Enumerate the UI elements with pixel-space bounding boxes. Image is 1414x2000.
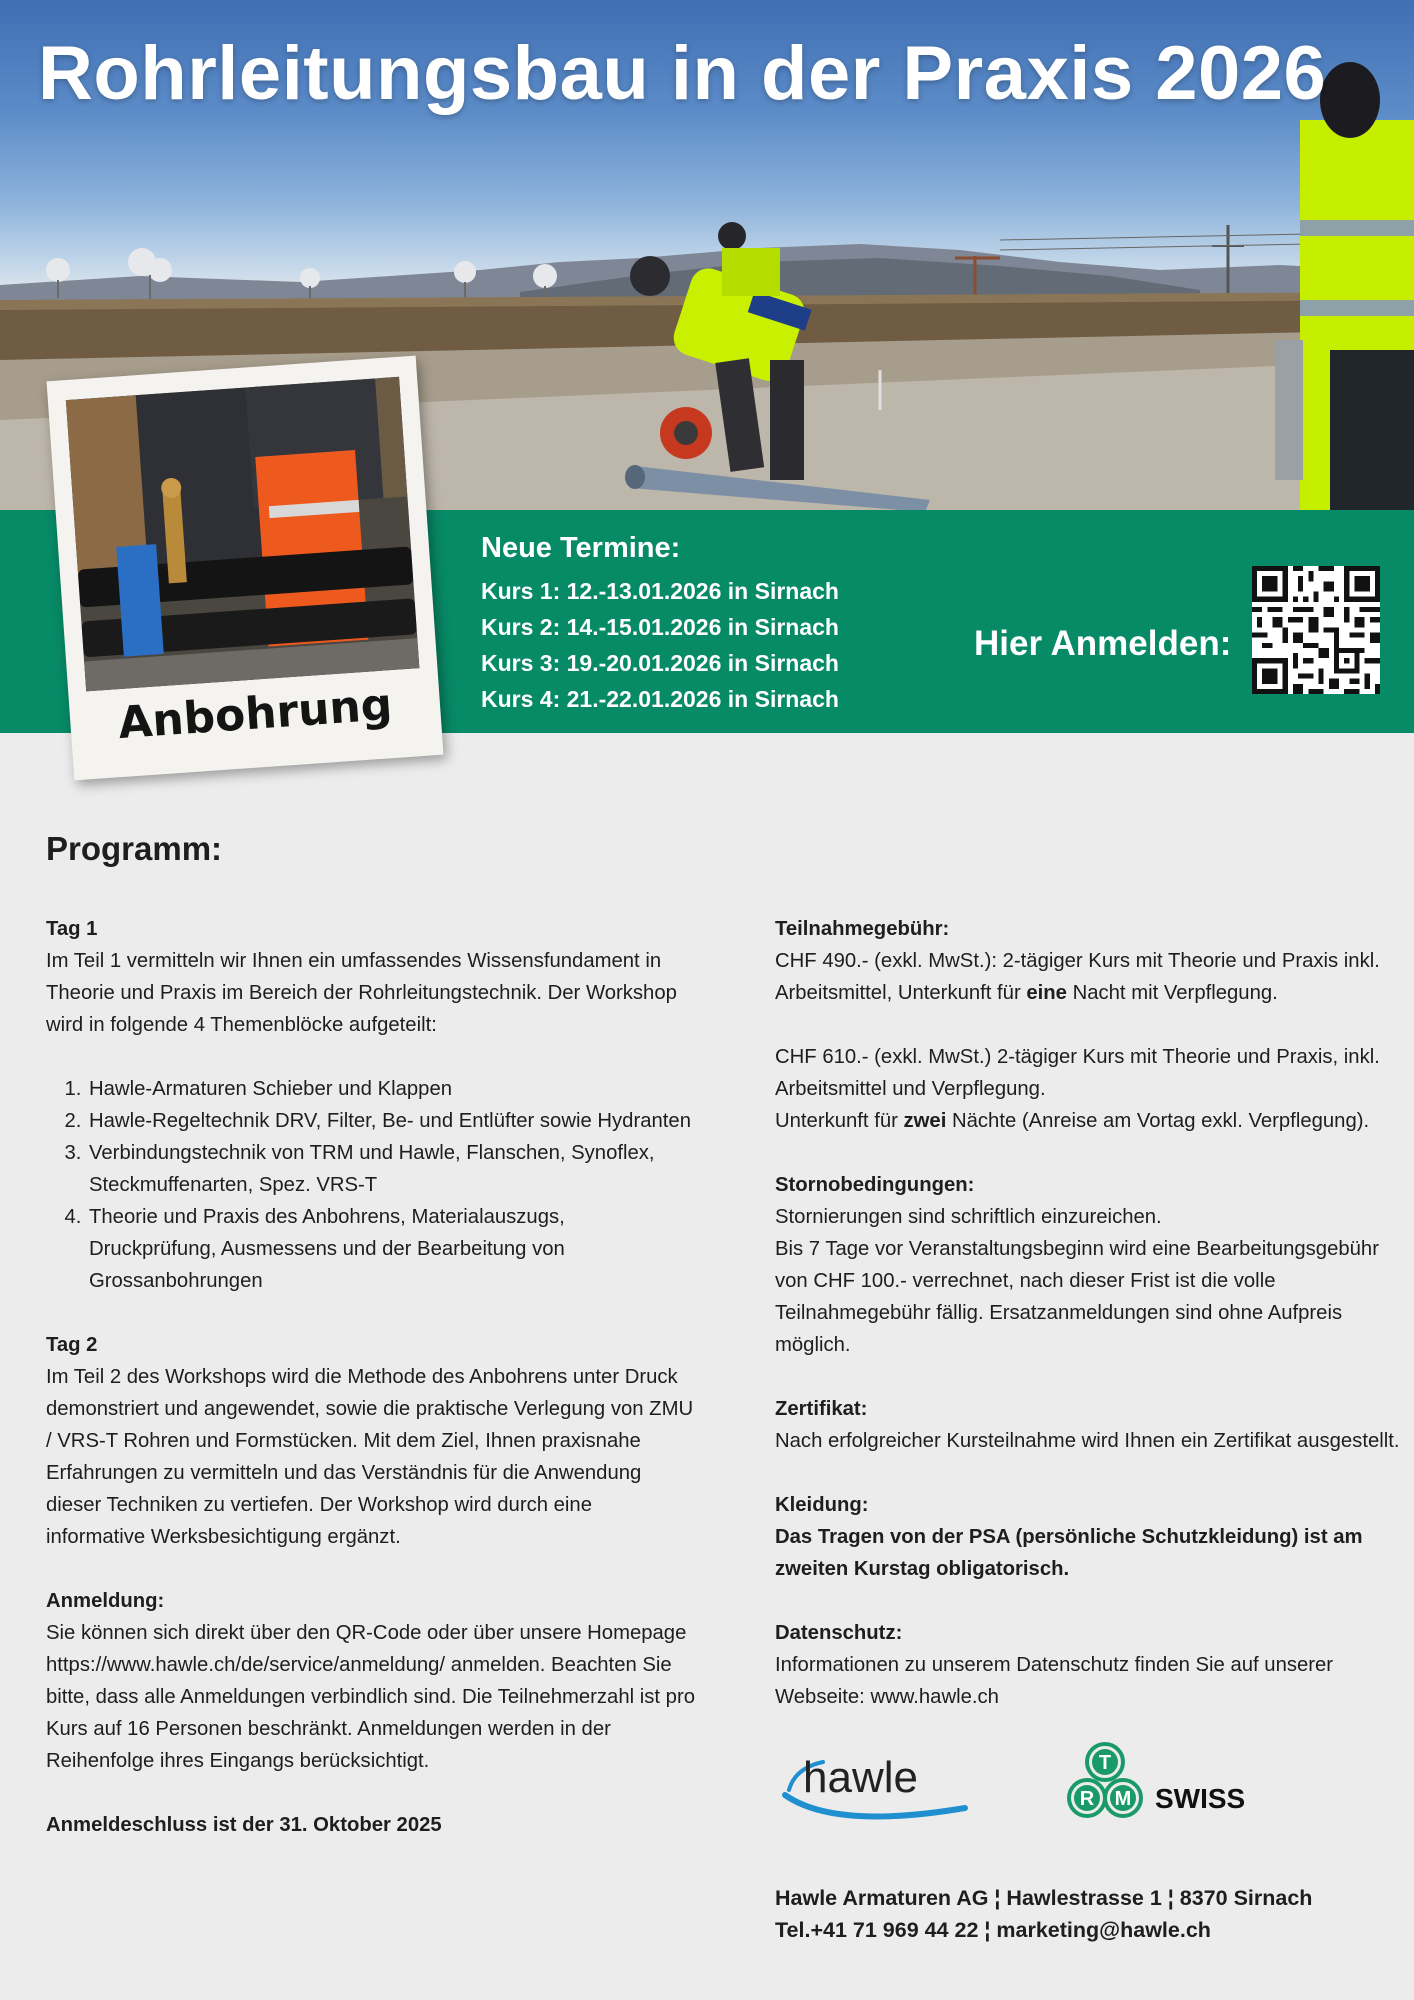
- registration-qr-code[interactable]: [1252, 566, 1380, 694]
- privacy-text: Informationen zu unserem Datenschutz finden Sie auf unserer Webseite: www.hawle.ch: [775, 1654, 1334, 1708]
- day2-heading: Tag 2: [46, 1334, 98, 1356]
- fees-heading: Teilnahmegebühr:: [775, 918, 950, 940]
- list-item: 2. Hawle-Regeltechnik DRV, Filter, Be- und Entlüfter sowie Hydranten: [87, 1105, 696, 1137]
- cancellation-line-1: Stornierungen sind schriftlich einzureichen.: [775, 1206, 1162, 1228]
- company-contact[interactable]: Tel.+41 71 969 44 22 ¦ marketing@hawle.ch: [775, 1918, 1211, 1942]
- info-right-column: [775, 913, 1414, 1713]
- trm-swiss-logo: [1069, 1744, 1245, 1816]
- page-title: Rohrleitungsbau in der Praxis 2026: [38, 31, 1327, 116]
- dates-heading: Neue Termine:: [481, 532, 681, 564]
- certificate-heading: Zertifikat:: [775, 1398, 868, 1420]
- svg-text:M: M: [1114, 1788, 1132, 1810]
- program-left-column: [46, 913, 696, 1841]
- partner-logos: [775, 1740, 1295, 1830]
- course-date: Kurs 2: 14.-15.01.2026 in Sirnach: [481, 614, 839, 640]
- certificate-text: Nach erfolgreicher Kursteilnahme wird Ihnen ein Zertifikat ausgestellt.: [775, 1430, 1400, 1452]
- fee-option-2: CHF 610.- (exkl. MwSt.) 2-tägiger Kurs mit Theorie und Praxis, inkl. Arbeitsmittel und Verpflegung.: [775, 1046, 1380, 1100]
- clothing-text: Das Tragen von der PSA (persönliche Schutzkleidung) ist am zweiten Kurstag obligatorisch.: [775, 1526, 1363, 1580]
- contact-footer: [775, 1882, 1312, 1946]
- fee-option-2-accommodation: Unterkunft für zwei Nächte (Anreise am Vortag exkl. Verpflegung).: [775, 1110, 1370, 1132]
- svg-text:R: R: [1079, 1788, 1095, 1810]
- day1-intro: Im Teil 1 vermitteln wir Ihnen ein umfassendes Wissensfundament in Theorie und Praxis im Bereich der Rohrleitungstechnik. Der Workshop wird in folgende 4 Themenblöcke aufgeteilt:: [46, 950, 677, 1036]
- polaroid-caption: Anbohrung: [116, 679, 394, 750]
- list-item: 1. Hawle-Armaturen Schieber und Klappen: [87, 1073, 696, 1105]
- program-heading: Programm:: [46, 830, 223, 867]
- list-item: 4. Theorie und Praxis des Anbohrens, Materialauszugs, Druckprüfung, Ausmessens und der Bearbeitung von Grossanbohrungen: [87, 1201, 696, 1297]
- cancellation-heading: Stornobedingungen:: [775, 1174, 975, 1196]
- hawle-logo: [785, 1753, 965, 1816]
- course-date: Kurs 1: 12.-13.01.2026 in Sirnach: [481, 578, 839, 604]
- svg-text:T: T: [1098, 1752, 1112, 1774]
- polaroid-photo: [46, 356, 443, 781]
- course-date: Kurs 3: 19.-20.01.2026 in Sirnach: [481, 650, 839, 676]
- registration-heading: Anmeldung:: [46, 1590, 165, 1612]
- registration-deadline: Anmeldeschluss ist der 31. Oktober 2025: [46, 1814, 442, 1836]
- day1-heading: Tag 1: [46, 918, 98, 940]
- swiss-wordmark: SWISS: [1155, 1783, 1246, 1814]
- cancellation-line-2: Bis 7 Tage vor Veranstaltungsbeginn wird eine Bearbeitungsgebühr von CHF 100.- verrechnet, nach dieser Frist ist die volle Teilnahmegebühr fällig. Ersatzanmeldungen sind ohne Aufpreis möglich.: [775, 1238, 1379, 1356]
- course-dates: [481, 532, 839, 717]
- clothing-heading: Kleidung:: [775, 1494, 869, 1516]
- day2-text: Im Teil 2 des Workshops wird die Methode des Anbohrens unter Druck demonstriert und angewendet, sowie die praktische Verlegung von ZMU / VRS-T Rohren und Formstücken. Mit dem Ziel, Ihnen praxisnahe Erfahrungen zu vermitteln und das Verständnis für die Anwendung dieser Techniken zu vertiefen. Der Workshop wird durch eine informative Werksbesichtigung ergänzt.: [46, 1366, 694, 1548]
- drilling-photo: [66, 377, 420, 692]
- hawle-wordmark: hawle: [803, 1753, 918, 1802]
- fee-option-1: CHF 490.- (exkl. MwSt.): 2-tägiger Kurs mit Theorie und Praxis inkl. Arbeitsmittel, Unterkunft für eine Nacht mit Verpflegung.: [775, 950, 1380, 1004]
- registration-text: Sie können sich direkt über den QR-Code oder über unsere Homepage https://www.hawle.ch/de/service/anmeldung/ anmelden. Beachten Sie bitte, dass alle Anmeldungen verbindlich sind. Die Teilnehmerzahl ist pro Kurs auf 16 Personen beschränkt. Anmeldungen werden in der Reihenfolge ihres Eingangs berücksichtigt.: [46, 1622, 695, 1772]
- list-item: 3. Verbindungstechnik von TRM und Hawle, Flanschen, Synoflex, Steckmuffenarten, Spez. VRS-T: [87, 1137, 696, 1201]
- company-address: Hawle Armaturen AG ¦ Hawlestrasse 1 ¦ 8370 Sirnach: [775, 1886, 1313, 1910]
- register-label: Hier Anmelden:: [974, 624, 1232, 663]
- day1-topics: [46, 1073, 696, 1297]
- course-date: Kurs 4: 21.-22.01.2026 in Sirnach: [481, 686, 839, 712]
- privacy-heading: Datenschutz:: [775, 1622, 903, 1644]
